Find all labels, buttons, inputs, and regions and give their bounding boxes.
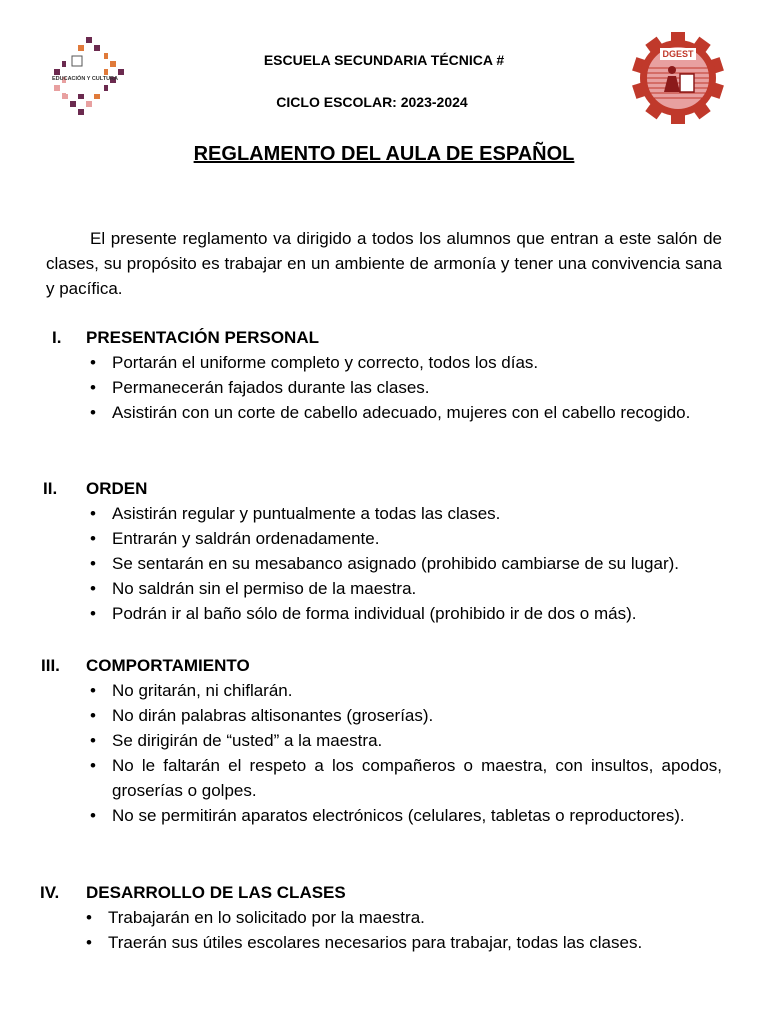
section-heading <box>0 880 768 905</box>
section-title: DESARROLLO DE LAS CLASES <box>86 883 346 902</box>
bullet-icon: • <box>90 681 96 700</box>
section-comportamiento <box>0 653 768 828</box>
section-number: III. <box>41 656 60 675</box>
list-item <box>0 526 722 551</box>
section-number: I. <box>52 328 62 347</box>
list-item <box>0 703 722 728</box>
school-name: ESCUELA SECUNDARIA TÉCNICA # <box>263 52 505 68</box>
list-item <box>0 678 722 703</box>
section-desarrollo-clases <box>0 880 768 955</box>
section-title: PRESENTACIÓN PERSONAL <box>86 328 319 347</box>
bullet-icon: • <box>90 806 96 825</box>
section-presentacion-personal <box>0 325 768 425</box>
logo-right-text: DGEST <box>662 49 694 59</box>
bullet-icon: • <box>90 706 96 725</box>
section-title: COMPORTAMIENTO <box>86 656 250 675</box>
list-item <box>0 375 722 400</box>
logo-pattern-square <box>118 69 124 75</box>
list-item-text: No le faltarán el respeto a los compañeros o maestra, con insultos, apodos, groserías o golpes. <box>112 756 722 800</box>
bullet-icon: • <box>90 403 96 422</box>
list-item-text: Se sentarán en su mesabanco asignado (prohibido cambiarse de su lugar). <box>112 554 680 573</box>
list-item-text: Trabajarán en lo solicitado por la maestra. <box>108 908 425 927</box>
bullet-icon: • <box>90 579 96 598</box>
bullet-icon: • <box>90 554 96 573</box>
school-cycle: CICLO ESCOLAR: 2023-2024 <box>276 94 468 110</box>
logo-pattern-square <box>54 85 60 91</box>
section-number: II. <box>43 479 58 498</box>
dgest-gear-logo <box>630 30 726 126</box>
logo-pattern-square <box>86 37 92 43</box>
list-item <box>0 728 722 753</box>
bullet-icon: • <box>90 353 96 372</box>
list-item <box>0 501 722 526</box>
section-orden <box>0 476 768 626</box>
list-item <box>0 350 722 375</box>
rule-list <box>0 350 768 425</box>
document-title: REGLAMENTO DEL AULA DE ESPAÑOL <box>193 143 575 165</box>
bullet-icon: • <box>90 504 96 523</box>
list-item <box>0 400 722 425</box>
list-item-text: Portarán el uniforme completo y correcto, todos los días. <box>112 353 539 372</box>
section-heading <box>0 325 768 350</box>
section-heading <box>0 476 768 501</box>
bullet-icon: • <box>90 756 96 775</box>
list-item-text: No gritarán, ni chiflarán. <box>112 681 293 700</box>
rule-list <box>0 905 768 955</box>
list-item-text: No se permitirán aparatos electrónicos (celulares, tabletas o reproductores). <box>112 806 685 825</box>
bullet-icon: • <box>90 604 96 623</box>
list-item-text: Permanecerán fajados durante las clases. <box>112 378 430 397</box>
list-item <box>0 753 722 803</box>
list-item-text: No dirán palabras altisonantes (groserías). <box>112 706 434 725</box>
logo-pattern-square <box>54 69 60 75</box>
rule-list <box>0 678 768 828</box>
list-item <box>0 905 718 930</box>
rule-list <box>0 501 768 626</box>
list-item-text: Asistirán regular y puntualmente a todas las clases. <box>112 504 501 523</box>
logo-pattern-square <box>78 45 84 51</box>
bullet-icon: • <box>86 908 92 927</box>
bullet-icon: • <box>86 933 92 952</box>
logo-pattern-square <box>94 45 100 51</box>
logo-left-text: EDUCACIÓN Y CULTURA <box>51 76 119 82</box>
list-item <box>0 601 722 626</box>
list-item-text: No saldrán sin el permiso de la maestra. <box>112 579 417 598</box>
bullet-icon: • <box>90 731 96 750</box>
bullet-icon: • <box>90 378 96 397</box>
section-title: ORDEN <box>86 479 148 498</box>
list-item <box>0 551 722 576</box>
list-item <box>0 930 718 955</box>
list-item-text: Se dirigirán de “usted” a la maestra. <box>112 731 383 750</box>
intro-paragraph: El presente reglamento va dirigido a todos los alumnos que entran a este salón de clases, su propósito es trabajar en un ambiente de armonía y tener una convivencia sana y pacífica. <box>46 229 722 298</box>
list-item-text: Entrarán y saldrán ordenadamente. <box>112 529 380 548</box>
list-item-text: Traerán sus útiles escolares necesarios para trabajar, todas las clases. <box>108 933 643 952</box>
list-item <box>0 576 722 601</box>
section-heading <box>0 653 768 678</box>
list-item-text: Asistirán con un corte de cabello adecuado, mujeres con el cabello recogido. <box>112 403 691 422</box>
bullet-icon: • <box>90 529 96 548</box>
list-item <box>0 803 722 828</box>
section-number: IV. <box>40 883 60 902</box>
list-item-text: Podrán ir al baño sólo de forma individual (prohibido ir de dos o más). <box>112 604 637 623</box>
